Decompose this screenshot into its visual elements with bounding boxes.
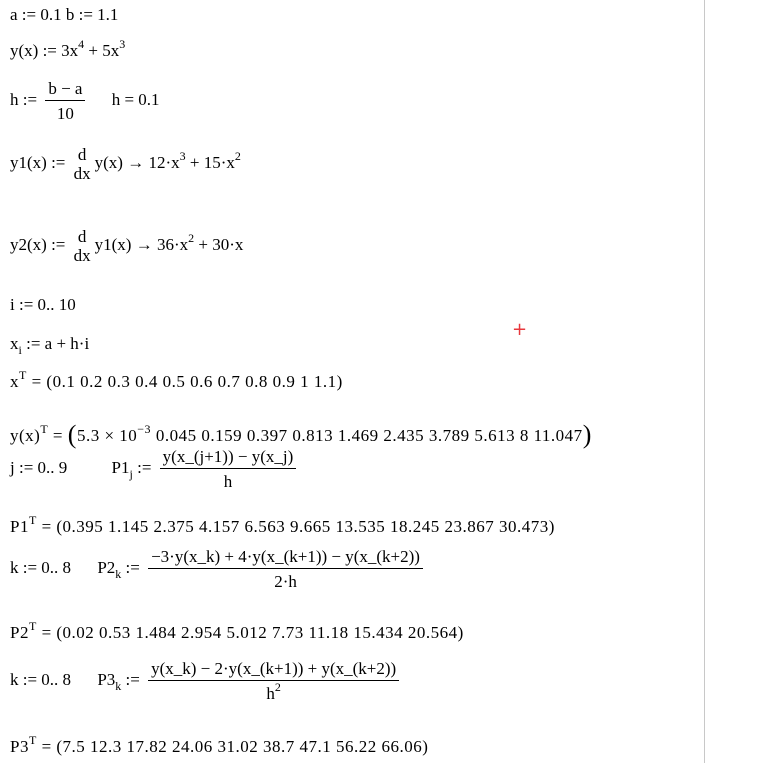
region-p3-transpose[interactable] [10, 733, 429, 756]
region-h-definition[interactable] [10, 80, 160, 122]
p1-def-lhs: P1 [111, 457, 130, 477]
p2-def-assign: := [121, 557, 140, 577]
p3-def-lhs: P3 [97, 669, 116, 689]
p1T-vector: = (0.395 1.145 2.375 4.157 6.563 9.665 13.535 18.245 23.867 30.473) [36, 517, 555, 536]
range-k-text-2: k := 0.. 8 [10, 669, 72, 689]
y-def-mid: + 5x [84, 41, 120, 60]
xT-sup: T [19, 368, 27, 382]
yxT-first-exp: −3 [137, 422, 152, 436]
y1-exp2: 2 [234, 148, 241, 163]
region-p1-transpose[interactable] [10, 513, 555, 536]
p3-fraction-denominator [266, 681, 281, 702]
yxT-first-value: 5.3 × 10 [76, 426, 138, 445]
y1-exp1: 3 [179, 148, 186, 163]
y2-def-lhs: y2(x) := [10, 234, 66, 254]
region-range-i[interactable] [10, 296, 76, 313]
yxT-eq: = [48, 426, 68, 445]
ab-text: a := 0.1 b := 1.1 [10, 5, 119, 24]
h-def-lhs: h := [10, 89, 38, 109]
p2-fraction-denominator: 2·h [274, 572, 297, 591]
p1-def-sub: j [129, 466, 133, 481]
p3T-sup: T [28, 733, 37, 747]
p3T-vector: = (7.5 12.3 17.82 24.06 31.02 38.7 47.1 56.22 66.06) [36, 737, 429, 756]
y1-def-lhs: y1(x) := [10, 152, 66, 172]
region-ab-definition[interactable] [10, 6, 118, 23]
p3-fraction [148, 660, 399, 702]
region-yx-transpose[interactable] [10, 420, 592, 449]
p1-fraction-denominator: h [223, 472, 233, 491]
region-y1-definition[interactable] [10, 146, 241, 182]
p2T-vector: = (0.02 0.53 1.484 2.954 5.012 7.73 11.18 15.434 20.564) [36, 623, 464, 642]
p2-def-sub: k [115, 566, 122, 581]
p1T-sup: T [28, 513, 37, 527]
yxT-left-paren: ( [67, 420, 77, 449]
y-def-lhs: y(x) := 3x [10, 41, 79, 60]
h-fraction-denominator: 10 [56, 104, 74, 123]
p3-def-assign: := [121, 669, 140, 689]
x-def-rhs: := a + h·i [21, 334, 90, 353]
xT-base: x [10, 372, 19, 391]
h-fraction-numerator: b − a [45, 80, 85, 101]
page-break-line [704, 0, 705, 763]
p3T-base: P3 [10, 737, 29, 756]
p2-fraction [148, 548, 423, 590]
y1-d: d [77, 145, 87, 164]
p3-den-base: h [266, 684, 275, 703]
p1T-base: P1 [10, 517, 29, 536]
h-result: h = 0.1 [111, 89, 160, 109]
region-x-definition[interactable] [10, 334, 90, 357]
y2-dx: dx [73, 246, 91, 265]
region-y2-definition[interactable] [10, 228, 243, 264]
p2T-base: P2 [10, 623, 29, 642]
x-def-lhs: x [10, 334, 19, 353]
p2T-sup: T [28, 619, 37, 633]
y1-dx: dx [73, 164, 91, 183]
region-p2-definition[interactable] [10, 548, 427, 590]
range-i-text: i := 0.. 10 [10, 295, 76, 314]
yxT-rest-values: 0.045 0.159 0.397 0.813 1.469 2.435 3.789 5.613 8 11.047 [151, 426, 583, 445]
y2-tail: + 30·x [194, 234, 244, 254]
region-p2-transpose[interactable] [10, 619, 464, 642]
h-fraction [45, 80, 85, 122]
y-def-exp3: 3 [119, 37, 126, 51]
p1-fraction-numerator: y(x_(j+1)) − y(x_j) [160, 448, 297, 469]
y2-body: y1(x) → 36·x [94, 234, 189, 254]
p2-def-lhs: P2 [97, 557, 116, 577]
yxT-sup: T [40, 422, 49, 436]
xT-vector: = (0.1 0.2 0.3 0.4 0.5 0.6 0.7 0.8 0.9 1 1.1) [26, 372, 343, 391]
yxT-right-paren: ) [582, 420, 592, 449]
p1-def-assign: := [132, 457, 152, 477]
yxT-base: y(x) [10, 426, 41, 445]
p1-fraction [160, 448, 297, 490]
p2-fraction-numerator: −3·y(x_k) + 4·y(x_(k+1)) − y(x_(k+2)) [148, 548, 423, 569]
y2-d: d [77, 227, 87, 246]
y2-exp1: 2 [188, 230, 195, 245]
p3-den-exp: 2 [274, 680, 281, 694]
y1-body: y(x) → 12·x [94, 152, 180, 172]
y1-tail: + 15·x [185, 152, 235, 172]
region-p3-definition[interactable] [10, 660, 403, 702]
x-def-sub: i [18, 343, 22, 357]
range-k-text: k := 0.. 8 [10, 557, 72, 577]
p3-fraction-numerator: y(x_k) − 2·y(x_(k+1)) + y(x_(k+2)) [148, 660, 399, 681]
p3-def-sub: k [115, 678, 122, 693]
region-x-transpose[interactable] [10, 368, 343, 391]
y-def-exp4: 4 [78, 37, 85, 51]
y2-derivative-operator [74, 228, 91, 264]
crosshair-cursor [512, 321, 527, 339]
range-j-text: j := 0.. 9 [10, 457, 68, 477]
region-p1-definition[interactable] [10, 448, 300, 490]
cursor-glyph: + [512, 319, 528, 340]
y1-derivative-operator [74, 146, 91, 182]
region-y-definition[interactable] [10, 37, 126, 60]
